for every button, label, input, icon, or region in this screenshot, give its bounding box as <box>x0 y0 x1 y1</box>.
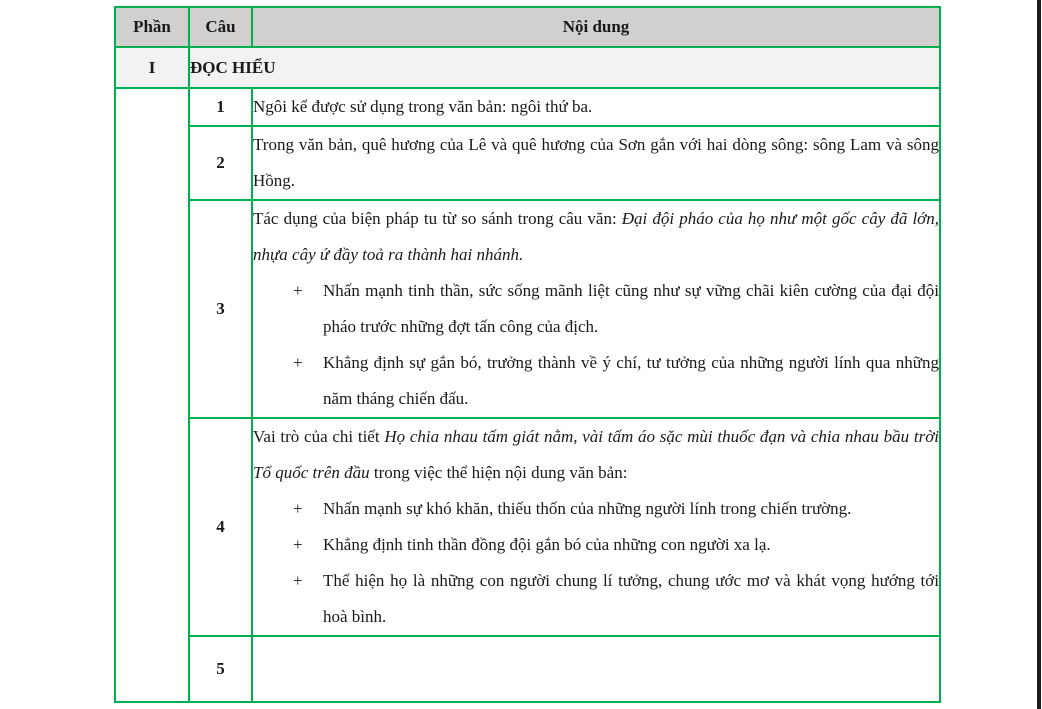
bullet-text: Thể hiện họ là những con người chung lí tưởng, chung ước mơ và khát vọng hướng tới hoà bình. <box>323 571 939 626</box>
bullet-item <box>253 273 939 345</box>
table-row <box>115 636 940 702</box>
paragraph <box>253 127 939 199</box>
bullet-text: Khẳng định tinh thần đồng đội gắn bó của những con người xa lạ. <box>323 535 771 554</box>
content-cell <box>252 88 940 126</box>
bullet-item <box>253 527 939 563</box>
plain-text: Vai trò của chi tiết <box>253 427 385 446</box>
header-row <box>115 7 940 47</box>
bullet-text: Nhấn mạnh sự khó khăn, thiếu thốn của những người lính trong chiến trường. <box>323 499 852 518</box>
plain-text: Tác dụng của biện pháp tu từ so sánh trong câu văn: <box>253 209 622 228</box>
column-header-cau: Câu <box>189 7 252 47</box>
plain-text: trong việc thể hiện nội dung văn bản: <box>369 463 628 482</box>
content-cell <box>252 200 940 418</box>
paragraph <box>253 201 939 273</box>
table-row <box>115 88 940 126</box>
column-header-phan: Phần <box>115 7 189 47</box>
plus-marker: + <box>293 499 303 518</box>
content-cell <box>252 126 940 200</box>
section-title: ĐỌC HIỂU <box>189 47 940 88</box>
content-cell <box>252 636 940 702</box>
plus-marker: + <box>293 281 303 300</box>
answers-table <box>114 6 941 703</box>
page-right-edge <box>1037 0 1041 709</box>
plus-marker: + <box>293 535 303 554</box>
bullet-item <box>253 345 939 417</box>
section-row <box>115 47 940 88</box>
question-number: 5 <box>189 636 252 702</box>
question-number: 3 <box>189 200 252 418</box>
table-row <box>115 200 940 418</box>
content-cell <box>252 418 940 636</box>
table-row <box>115 126 940 200</box>
bullet-text: Khẳng định sự gắn bó, trưởng thành về ý chí, tư tưởng của những người lính qua những năm tháng chiến đấu. <box>323 353 939 408</box>
part-spacer-cell <box>115 88 189 702</box>
paragraph <box>253 419 939 491</box>
paragraph <box>253 89 939 125</box>
bullet-item <box>253 491 939 527</box>
quoted-text: Đại đội pháo của họ như một gốc cây đã lớn, nhựa cây ứ đầy toả ra thành hai nhánh. <box>253 209 939 264</box>
question-number: 4 <box>189 418 252 636</box>
plus-marker: + <box>293 353 303 372</box>
answer-rows <box>115 88 940 702</box>
bullet-item <box>253 563 939 635</box>
plus-marker: + <box>293 571 303 590</box>
section-part: I <box>115 47 189 88</box>
quoted-text: Họ chia nhau tấm giát nằm, vài tấm áo sặc mùi thuốc đạn và chia nhau bầu trời Tổ quốc trên đầu <box>253 427 939 482</box>
plain-text: Ngôi kể được sử dụng trong văn bản: ngôi thứ ba. <box>253 97 593 116</box>
question-number: 2 <box>189 126 252 200</box>
column-header-noidung: Nội dung <box>252 7 940 47</box>
table-row <box>115 418 940 636</box>
plain-text: Trong văn bản, quê hương của Lê và quê hương của Sơn gắn với hai dòng sông: sông Lam và sông Hồng. <box>253 135 939 190</box>
question-number: 1 <box>189 88 252 126</box>
bullet-text: Nhấn mạnh tinh thần, sức sống mãnh liệt cũng như sự vững chãi kiên cường của đại đội pháo trước những đợt tấn công của địch. <box>323 281 939 336</box>
